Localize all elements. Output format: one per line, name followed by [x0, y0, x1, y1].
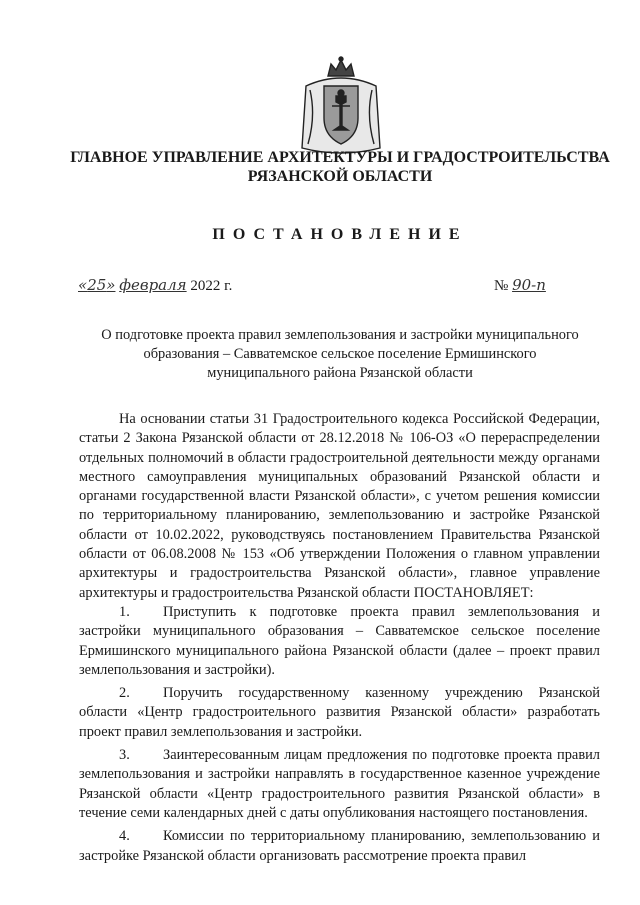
resolution-item [79, 684, 600, 742]
document-date [78, 276, 232, 295]
date-year: 2022 г. [190, 278, 233, 294]
date-month: февраля [119, 276, 187, 294]
preamble-paragraph: На основании статьи 31 Градостроительного кодекса Российской Федерации, статьи 2 Закона Рязанской области от 28.12.2018 № 106-ОЗ «О перераспределении отдельных полномочий в области градостроительной деятельности между органами местного самоуправления муниципальных образований Рязанской области и органами государственной власти Рязанской области», с учетом решения комиссии по территориальному планированию, землепользованию и застройке Рязанской области от 10.02.2022, руководствуясь постановлением Правительства Рязанской области от 06.08.2008 № 153 «Об утверждении Положения о главном управлении архитектуры и градостроительства Рязанской области», главное управление архитектуры и градостроительства Рязанской области ПОСТАНОВЛЯЕТ: [79, 411, 600, 601]
subject-line3: муниципального района Рязанской области [207, 365, 473, 381]
organization-title-line1: ГЛАВНОЕ УПРАВЛЕНИЕ АРХИТЕКТУРЫ И ГРАДОСТРОИТЕЛЬСТВА [70, 149, 610, 166]
resolution-item [79, 746, 600, 823]
coat-of-arms-icon [296, 56, 386, 158]
item-number: 1. [119, 603, 130, 620]
item-text: Приступить к подготовке проекта правил землепользования и застройки муниципального образования – Савватемское сельское поселение Ермишинского муниципального района Рязанской области (далее – проект правил землепользования и застройки). [79, 603, 600, 678]
document-type: ПОСТАНОВЛЕНИЕ [212, 226, 468, 243]
document-body [79, 410, 600, 870]
date-open-quote: « [78, 276, 88, 294]
subject-line2: образования – Савватемское сельское поселение Ермишинского [143, 346, 537, 362]
number-sign: № [494, 278, 509, 294]
resolution-items [79, 603, 600, 866]
document-subject [90, 326, 590, 383]
organization-title [40, 148, 640, 186]
resolution-item [79, 603, 600, 680]
resolution-item [79, 827, 600, 866]
document-number [494, 276, 546, 295]
item-text: Поручить государственному казенному учреждению Рязанской области «Центр градостроительного развития Рязанской области» разработать проект правил землепользования и застройки. [79, 685, 600, 740]
item-number: 4. [119, 828, 130, 845]
subject-line1: О подготовке проекта правил землепользования и застройки муниципального [101, 327, 579, 343]
item-text: Заинтересованным лицам предложения по подготовке проекта правил землепользования и застройки направлять в государственное казенное учреждение Рязанской области «Центр градостроительного развития Рязанской области» в течение семи календарных дней с даты опубликования настоящего постановления. [79, 747, 600, 821]
date-day: 25 [87, 276, 107, 294]
item-number: 3. [119, 747, 130, 764]
item-number: 2. [119, 685, 130, 702]
date-close-quote: » [106, 276, 116, 294]
item-text: Комиссии по территориальному планированию, землепользованию и застройке Рязанской области организовать рассмотрение проекта правил [79, 828, 600, 864]
organization-title-line2: РЯЗАНСКОЙ ОБЛАСТИ [247, 168, 433, 185]
number-value: 90-п [512, 276, 546, 294]
